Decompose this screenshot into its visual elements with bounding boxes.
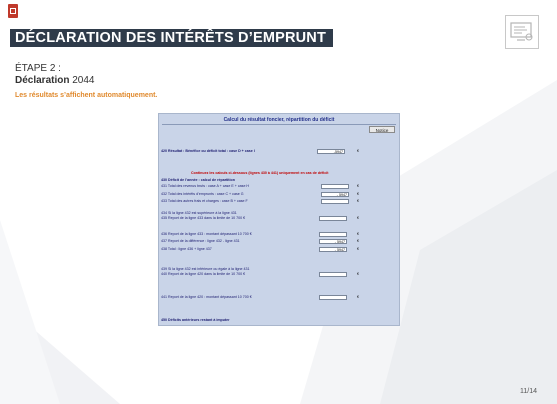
declaration-line: [15, 75, 95, 86]
line-420-input[interactable]: -5947: [317, 149, 345, 154]
step-label: ÉTAPE 2 :: [15, 63, 61, 74]
page-title: DÉCLARATION DES INTÉRÊTS D’EMPRUNT: [10, 29, 333, 47]
line-438-input[interactable]: - 5947: [319, 247, 347, 252]
line-433-label: 433 Total des autres frais et charges : case B + case F: [161, 199, 248, 203]
form-divider: [162, 124, 396, 125]
euro-sign: €: [357, 295, 359, 299]
line-439-label: 439 Si la ligne 432 est inférieure ou égale à la ligne 431: [161, 267, 250, 271]
continue-note: Continuez les calculs ci-dessous (lignes 430 à 441) uniquement en cas de déficit: [191, 171, 329, 175]
computer-form-icon: [505, 15, 539, 49]
page-counter: 11/14: [520, 388, 537, 395]
form-title: Calcul du résultat foncier, répartition du déficit: [223, 117, 335, 123]
line-438-label: 438 Total : ligne 436 + ligne 437: [161, 247, 212, 251]
line-420-label: 420 Résultat : Bénéfice ou déficit total : case D + case I: [161, 149, 255, 153]
euro-sign: €: [357, 192, 359, 196]
line-432-label: 432 Total des intérêts d’emprunts : case C + case G: [161, 192, 244, 196]
euro-sign: €: [357, 184, 359, 188]
home-logo-icon: [8, 4, 18, 18]
line-435-input[interactable]: [319, 216, 347, 221]
notice-button[interactable]: Notice: [369, 126, 395, 133]
line-441-input[interactable]: [319, 295, 347, 300]
line-431-label: 431 Total des revenus bruts : case A + case E + case H: [161, 184, 250, 188]
line-435-label: 435 Report de la ligne 433 dans la limite de 10 700 €: [161, 216, 246, 220]
line-434-label: 434 Si la ligne 432 est supérieure à la ligne 431: [161, 211, 237, 215]
euro-sign: €: [357, 232, 359, 236]
euro-sign: €: [357, 216, 359, 220]
euro-sign: €: [357, 272, 359, 276]
line-437-input[interactable]: - 5947: [319, 239, 347, 244]
line-432-input[interactable]: - 5947: [321, 192, 349, 197]
line-431-input[interactable]: [321, 184, 349, 189]
line-430-label: 430 Déficit de l’année : calcul de répartition: [161, 178, 235, 182]
euro-sign: €: [357, 149, 359, 153]
line-436-input[interactable]: [319, 232, 347, 237]
euro-sign: €: [357, 199, 359, 203]
line-441-label: 441 Report de la ligne 420 : montant dépassant 10 700 €: [161, 295, 252, 299]
euro-sign: €: [357, 239, 359, 243]
euro-sign: €: [357, 247, 359, 251]
auto-result-note: Les résultats s’affichent automatiquement.: [15, 92, 158, 99]
line-440-label: 440 Report de la ligne 420 dans la limite de 10 700 €: [161, 272, 246, 276]
line-433-input[interactable]: [321, 199, 349, 204]
tax-form-panel: [158, 113, 400, 326]
line-437-label: 437 Report de la différence : ligne 432 - ligne 431: [161, 239, 240, 243]
line-450-label: 450 Déficits antérieurs restant à imputer: [161, 318, 230, 322]
line-436-label: 436 Report de la ligne 433 : montant dépassant 10 700 €: [161, 232, 252, 236]
line-440-input[interactable]: [319, 272, 347, 277]
declaration-year: 2044: [72, 75, 95, 86]
declaration-label: Déclaration: [15, 75, 70, 86]
